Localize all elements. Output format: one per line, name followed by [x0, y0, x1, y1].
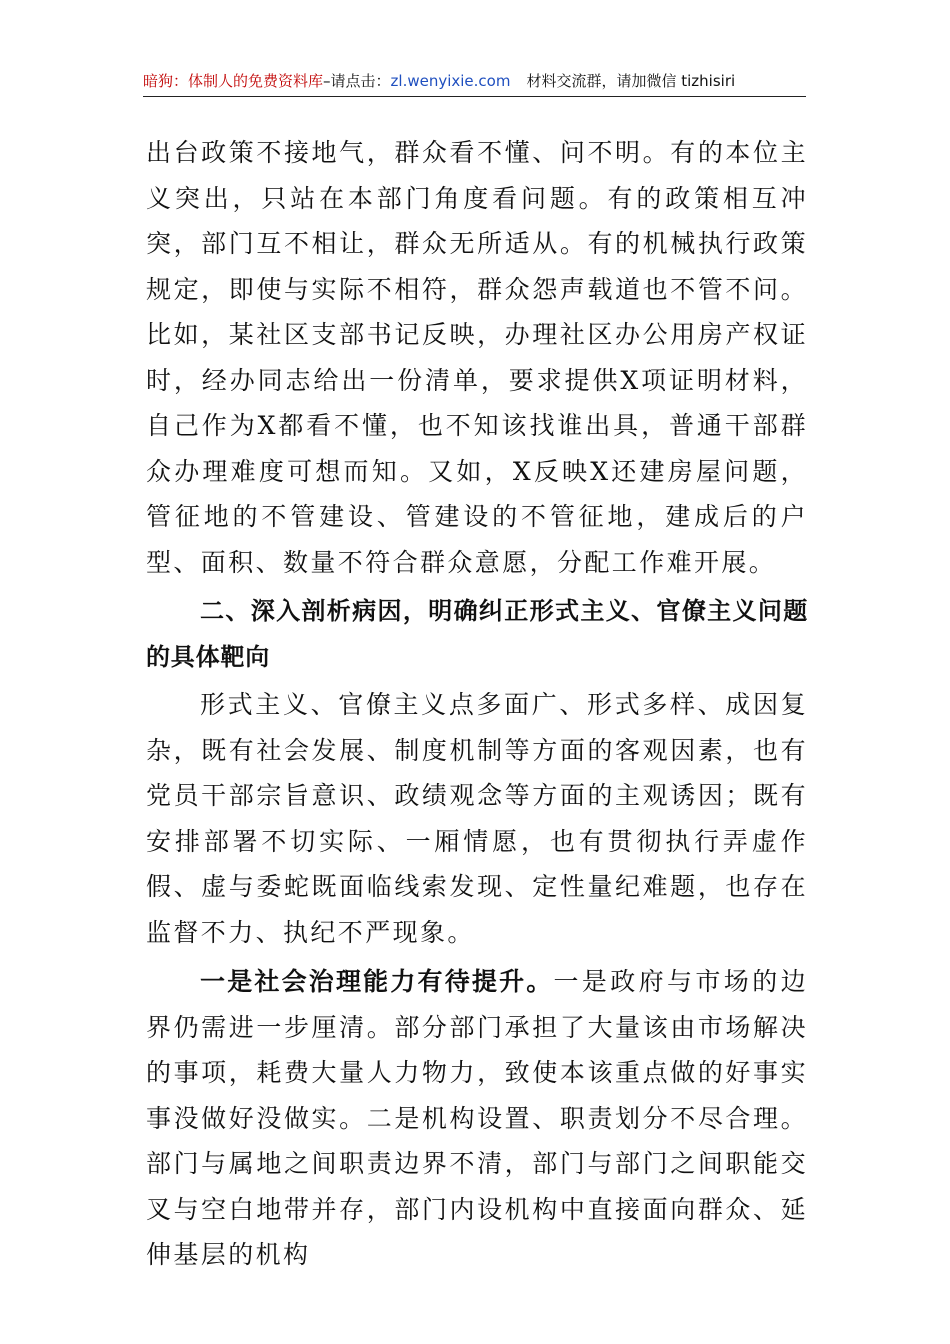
- paragraph-3: [146, 959, 808, 1278]
- paragraph-1: 出台政策不接地气，群众看不懂、问不明。有的本位主义突出，只站在本部门角度看问题。有的政策相互冲突，部门互不相让，群众无所适从。有的机械执行政策规定，即使与实际不相符，群众怨声载道也不管不问。比如，某社区支部书记反映，办理社区办公用房产权证时，经办同志给出一份清单，要求提供X项证明材料，自己作为X都看不懂，也不知该找谁出具，普通干部群众办理难度可想而知。又如，X反映X还建房屋问题，管征地的不管建设、管建设的不管征地，建成后的户型、面积、数量不符合群众意愿，分配工作难开展。: [146, 138, 808, 577]
- page-header: [143, 66, 806, 97]
- header-click-prompt: –请点击：: [323, 72, 391, 90]
- section-heading-2: 二、深入剖析病因，明确纠正形式主义、官僚主义问题的具体靶向: [146, 597, 808, 671]
- header-url-link[interactable]: zl.wenyixie.com: [390, 72, 511, 90]
- paragraph-3-lead: 一是社会治理能力有待提升。: [200, 967, 554, 996]
- paragraph-2: 形式主义、官僚主义点多面广、形式多样、成因复杂，既有社会发展、制度机制等方面的客观因素，也有党员干部宗旨意识、政绩观念等方面的主观诱因；既有安排部署不切实际、一厢情愿，也有贯彻执行弄虚作假、虚与委蛇既面临线索发现、定性量纪难题，也存在监督不力、执纪不严现象。: [146, 690, 808, 947]
- header-wechat-note: 材料交流群，请加微信 tizhisiri: [526, 72, 736, 90]
- paragraph-3-text: 一是政府与市场的边界仍需进一步厘清。部分部门承担了大量该由市场解决的事项，耗费大量人力物力，致使本该重点做的好事实事没做好没做实。二是机构设置、职责划分不尽合理。部门与属地之间职责边界不清，部门与部门之间职能交叉与空白地带并存，部门内设机构中直接面向群众、延伸基层的机构: [146, 967, 808, 1269]
- spacer: [146, 585, 808, 587]
- document-body: [146, 130, 808, 1278]
- header-site-name: 暗狗：体制人的免费资料库: [143, 72, 324, 90]
